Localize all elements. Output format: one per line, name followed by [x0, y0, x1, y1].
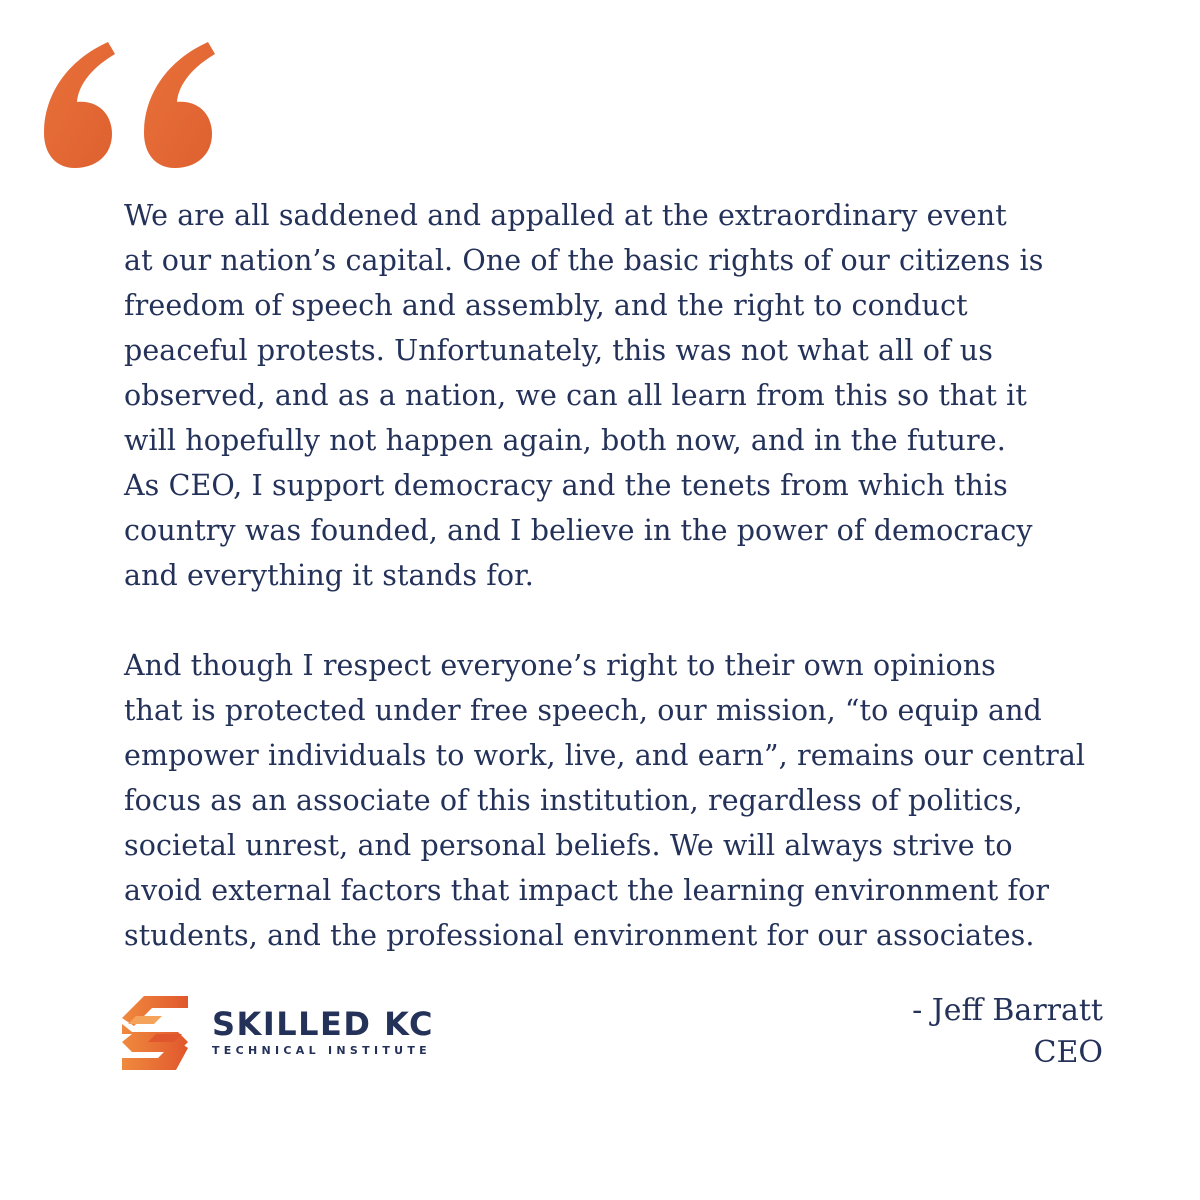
- author-name: - Jeff Barratt: [912, 993, 1103, 1028]
- skilled-kc-s-mark-icon: [122, 996, 188, 1070]
- quote-body: [124, 193, 1144, 958]
- author-title: CEO: [1033, 1035, 1103, 1070]
- attribution: [912, 990, 1103, 1074]
- logo-name: SKILLED KC: [212, 1005, 434, 1043]
- open-quote-icon: [40, 40, 220, 170]
- quote-paragraph-2: And though I respect everyone’s right to their own opinions that is protected under free speech, our mission, “to equip and empower individuals to work, live, and earn”, remains our central focus as an associate of this institution, regardless of politics, societal unrest, and personal beliefs. We will always strive to avoid external factors that impact the learning environment for students, and the professional environment for our associates.: [124, 649, 1086, 952]
- logo-tagline: TECHNICAL INSTITUTE: [212, 1044, 431, 1057]
- quote-paragraph-1: We are all saddened and appalled at the extraordinary event at our nation’s capital. One of the basic rights of our citizens is freedom of speech and assembly, and the right to conduct peaceful protests. Unfortunately, this was not what all of us observed, and as a nation, we can all learn from this so that it will hopefully not happen again, both now, and in the future. As CEO, I support democracy and the tenets from which this country was founded, and I believe in the power of democracy and everything it stands for.: [124, 199, 1044, 592]
- skilled-kc-logo: [122, 996, 434, 1070]
